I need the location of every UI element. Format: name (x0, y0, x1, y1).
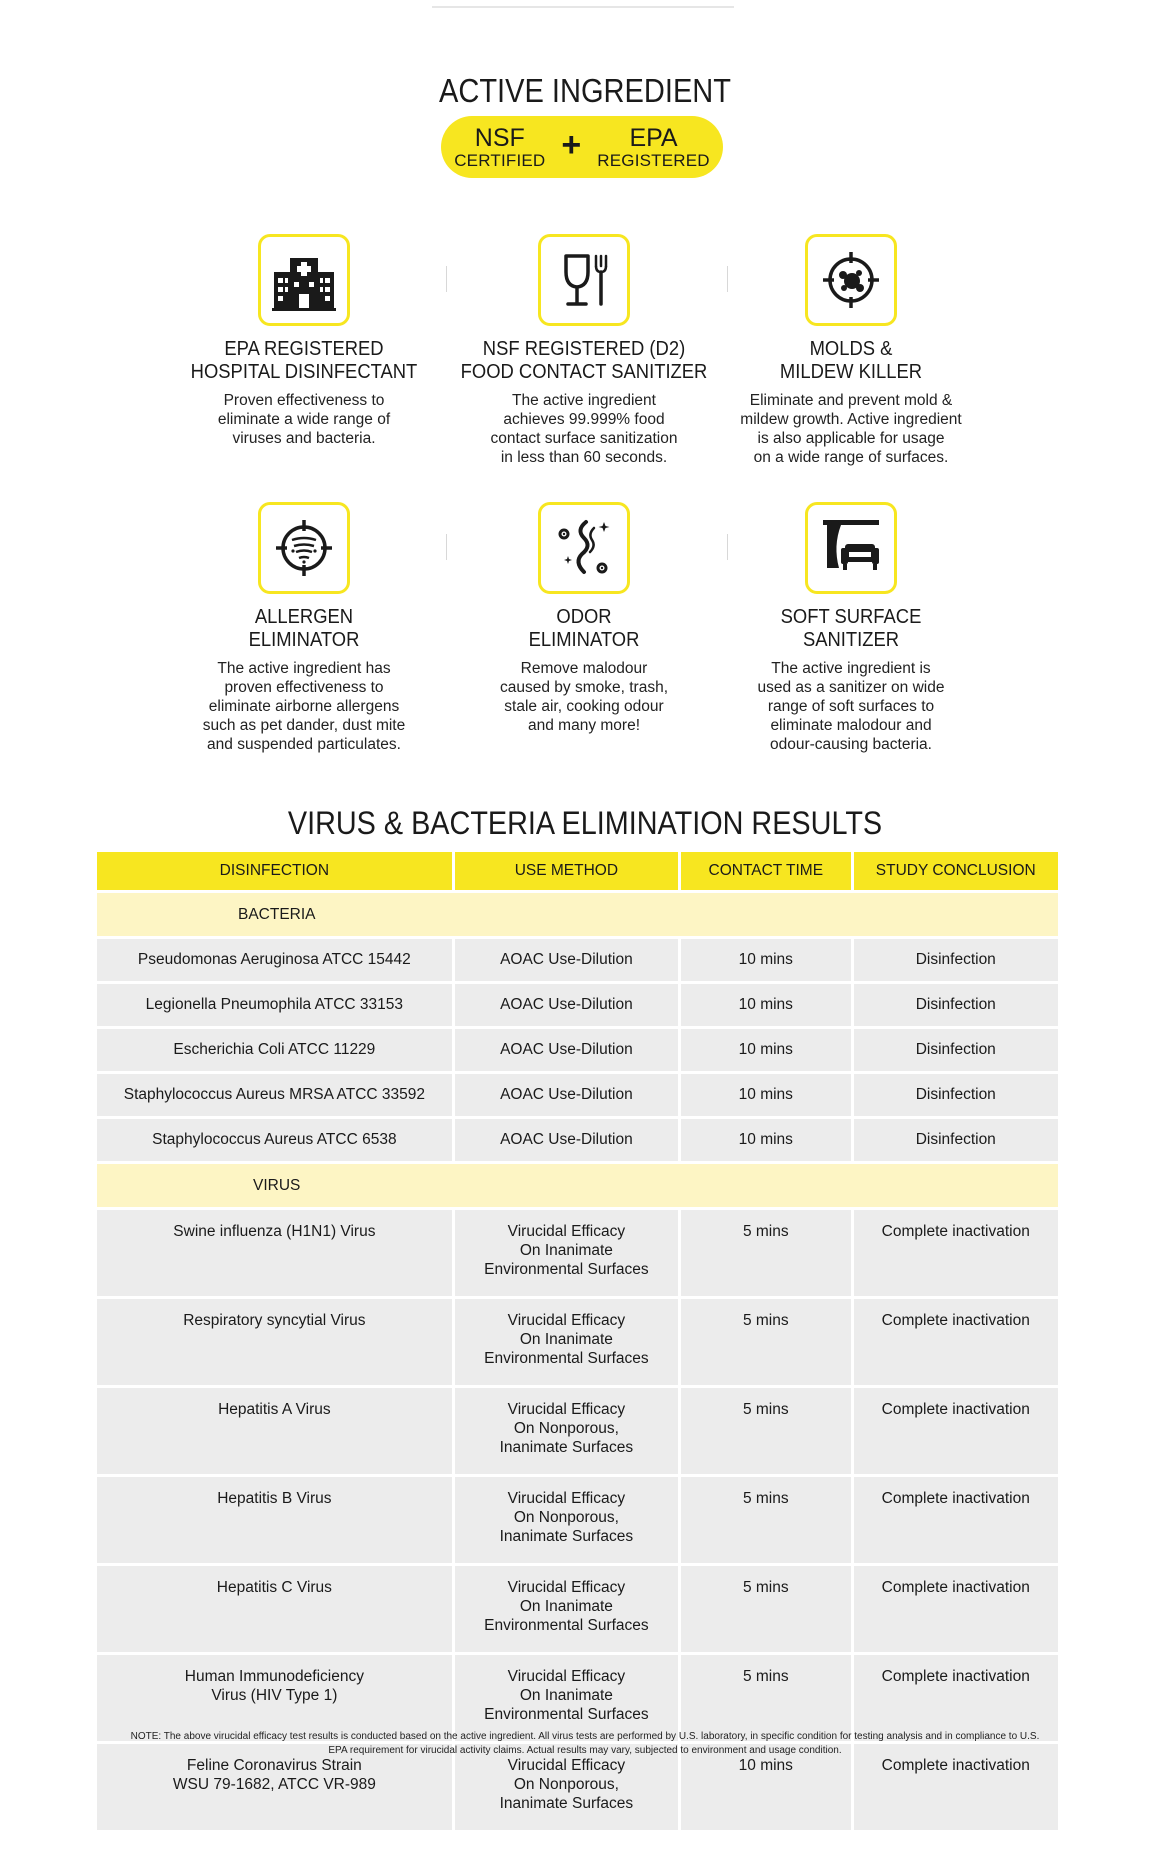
footnote: NOTE: The above virucidal efficacy test results is conducted based on the active ingredient. All virus tests are performed by U.S. laboratory, in specific condition for testing analysis and in compliance to U.S. EPA requirement for virucidal activity claims. Actual results may vary, subjected to environment and usage condition. (130, 1731, 1040, 1756)
cell-conclusion: Disinfection (854, 1029, 1058, 1071)
cell-disinfection: Respiratory syncytial Virus (97, 1299, 452, 1385)
cell-contact-time: 5 mins (681, 1210, 850, 1296)
header-study-conclusion: STUDY CONCLUSION (854, 852, 1058, 890)
feature-description: Remove malodour caused by smoke, trash, stale air, cooking odour and many more! (500, 660, 668, 734)
feature-title-line: EPA REGISTERED (224, 338, 384, 360)
certification-badge (441, 116, 723, 178)
cell-conclusion: Complete inactivation (854, 1655, 1058, 1741)
cell-conclusion: Complete inactivation (854, 1744, 1058, 1830)
table-row (97, 984, 1058, 1026)
table-row (97, 1210, 1058, 1296)
feature-title-line: SANITIZER (802, 629, 900, 651)
feature-title-line: SOFT SURFACE (780, 606, 922, 628)
category-cell (97, 893, 1058, 936)
table-row (97, 939, 1058, 981)
mold-target-icon (805, 234, 897, 326)
page-title: ACTIVE INGREDIENT (438, 72, 732, 109)
feature-title-line: NSF REGISTERED (D2) (482, 338, 686, 360)
table-header-row (97, 852, 1058, 890)
cell-disinfection: Staphylococcus Aureus MRSA ATCC 33592 (97, 1074, 452, 1116)
table-row (97, 1655, 1058, 1741)
feature-title (455, 606, 713, 652)
soft-surface-icon (805, 502, 897, 594)
feature-title (455, 338, 713, 384)
feature-hospital-disinfectant (164, 234, 444, 448)
cell-conclusion: Complete inactivation (854, 1477, 1058, 1563)
cell-conclusion: Complete inactivation (854, 1566, 1058, 1652)
epa-text: EPA (629, 123, 678, 152)
feature-food-contact-sanitizer (444, 234, 724, 467)
epa-registered-label (597, 123, 710, 170)
cell-disinfection: Feline Coronavirus Strain WSU 79-1682, ATCC VR-989 (97, 1744, 452, 1830)
feature-title-line: FOOD CONTACT SANITIZER (460, 361, 708, 383)
allergen-target-icon (258, 502, 350, 594)
table-row (97, 1388, 1058, 1474)
table-row (97, 1074, 1058, 1116)
table-row (97, 1029, 1058, 1071)
certified-text: CERTIFIED (454, 150, 546, 170)
cell-conclusion: Disinfection (854, 1119, 1058, 1161)
results-table (94, 849, 1061, 1833)
category-label: VIRUS (253, 1176, 301, 1194)
cell-disinfection: Staphylococcus Aureus ATCC 6538 (97, 1119, 452, 1161)
registered-text: REGISTERED (597, 150, 710, 170)
cell-conclusion: Complete inactivation (854, 1388, 1058, 1474)
cell-use-method: Virucidal Efficacy On Nonporous, Inanimate Surfaces (455, 1388, 678, 1474)
cell-use-method: AOAC Use-Dilution (455, 1119, 678, 1161)
nsf-certified-label (454, 123, 546, 170)
cell-contact-time: 10 mins (681, 1029, 850, 1071)
feature-odor-eliminator (444, 502, 724, 735)
feature-description: The active ingredient achieves 99.999% food contact surface sanitization in less than 60 seconds. (490, 392, 678, 466)
cell-use-method: Virucidal Efficacy On Inanimate Environmental Surfaces (455, 1299, 678, 1385)
cell-contact-time: 5 mins (681, 1477, 850, 1563)
cell-contact-time: 10 mins (681, 939, 850, 981)
cell-contact-time: 5 mins (681, 1388, 850, 1474)
cell-contact-time: 10 mins (681, 984, 850, 1026)
cell-disinfection: Pseudomonas Aeruginosa ATCC 15442 (97, 939, 452, 981)
cell-contact-time: 5 mins (681, 1299, 850, 1385)
feature-title-line: ELIMINATOR (528, 629, 640, 651)
cell-conclusion: Disinfection (854, 984, 1058, 1026)
feature-allergen-eliminator (164, 502, 444, 754)
cell-conclusion: Disinfection (854, 939, 1058, 981)
cell-use-method: Virucidal Efficacy On Inanimate Environmental Surfaces (455, 1210, 678, 1296)
cell-use-method: Virucidal Efficacy On Inanimate Environmental Surfaces (455, 1566, 678, 1652)
cell-use-method: AOAC Use-Dilution (455, 984, 678, 1026)
category-cell (97, 1164, 1058, 1207)
cell-use-method: Virucidal Efficacy On Nonporous, Inanimate Surfaces (455, 1744, 678, 1830)
feature-title-line: ODOR (556, 606, 612, 628)
feature-title (722, 606, 980, 652)
cell-use-method: AOAC Use-Dilution (455, 1029, 678, 1071)
cell-conclusion: Complete inactivation (854, 1299, 1058, 1385)
cell-disinfection: Swine influenza (H1N1) Virus (97, 1210, 452, 1296)
feature-description: The active ingredient is used as a sanitizer on wide range of soft surfaces to eliminate malodour and odour-causing bacteria. (757, 660, 945, 753)
feature-title-line: HOSPITAL DISINFECTANT (190, 361, 418, 383)
cell-conclusion: Complete inactivation (854, 1210, 1058, 1296)
cell-disinfection: Legionella Pneumophila ATCC 33153 (97, 984, 452, 1026)
feature-soft-surface-sanitizer (711, 502, 991, 754)
cell-disinfection: Hepatitis B Virus (97, 1477, 452, 1563)
cell-disinfection: Escherichia Coli ATCC 11229 (97, 1029, 452, 1071)
cell-contact-time: 10 mins (681, 1119, 850, 1161)
table-row (97, 1477, 1058, 1563)
category-label: BACTERIA (238, 905, 316, 923)
nsf-text: NSF (474, 123, 525, 152)
hospital-icon (258, 234, 350, 326)
food-contact-icon (538, 234, 630, 326)
plus-icon: + (561, 125, 582, 164)
feature-title-line: MOLDS & (809, 338, 893, 360)
cell-contact-time: 5 mins (681, 1655, 850, 1741)
feature-title-line: ELIMINATOR (248, 629, 360, 651)
feature-title (175, 606, 433, 652)
category-row-bacteria (97, 893, 1058, 936)
cell-use-method: AOAC Use-Dilution (455, 1074, 678, 1116)
cell-use-method: Virucidal Efficacy On Inanimate Environmental Surfaces (455, 1655, 678, 1741)
cell-use-method: Virucidal Efficacy On Nonporous, Inanimate Surfaces (455, 1477, 678, 1563)
cell-contact-time: 5 mins (681, 1566, 850, 1652)
results-title: VIRUS & BACTERIA ELIMINATION RESULTS (287, 805, 883, 841)
cell-use-method: AOAC Use-Dilution (455, 939, 678, 981)
cell-contact-time: 10 mins (681, 1074, 850, 1116)
feature-title-line: MILDEW KILLER (779, 361, 923, 383)
feature-molds-mildew-killer (711, 234, 991, 467)
feature-title (175, 338, 433, 384)
feature-description: Proven effectiveness to eliminate a wide range of viruses and bacteria. (217, 392, 391, 447)
cell-disinfection: Hepatitis A Virus (97, 1388, 452, 1474)
category-row-virus (97, 1164, 1058, 1207)
header-use-method: USE METHOD (455, 852, 678, 890)
header-contact-time: CONTACT TIME (681, 852, 850, 890)
feature-title-line: ALLERGEN (254, 606, 354, 628)
cell-disinfection: Human Immunodeficiency Virus (HIV Type 1) (97, 1655, 452, 1741)
feature-description: The active ingredient has proven effectiveness to eliminate airborne allergens such as pet dander, dust mite and suspended particulates. (202, 660, 406, 753)
feature-description: Eliminate and prevent mold & mildew growth. Active ingredient is also applicable for usage on a wide range of surfaces. (740, 392, 962, 466)
cell-contact-time: 10 mins (681, 1744, 850, 1830)
odor-icon (538, 502, 630, 594)
table-row (97, 1299, 1058, 1385)
top-divider (432, 6, 734, 8)
header-disinfection: DISINFECTION (97, 852, 452, 890)
cell-conclusion: Disinfection (854, 1074, 1058, 1116)
feature-title (722, 338, 980, 384)
cell-disinfection: Hepatitis C Virus (97, 1566, 452, 1652)
table-row (97, 1119, 1058, 1161)
table-row (97, 1566, 1058, 1652)
